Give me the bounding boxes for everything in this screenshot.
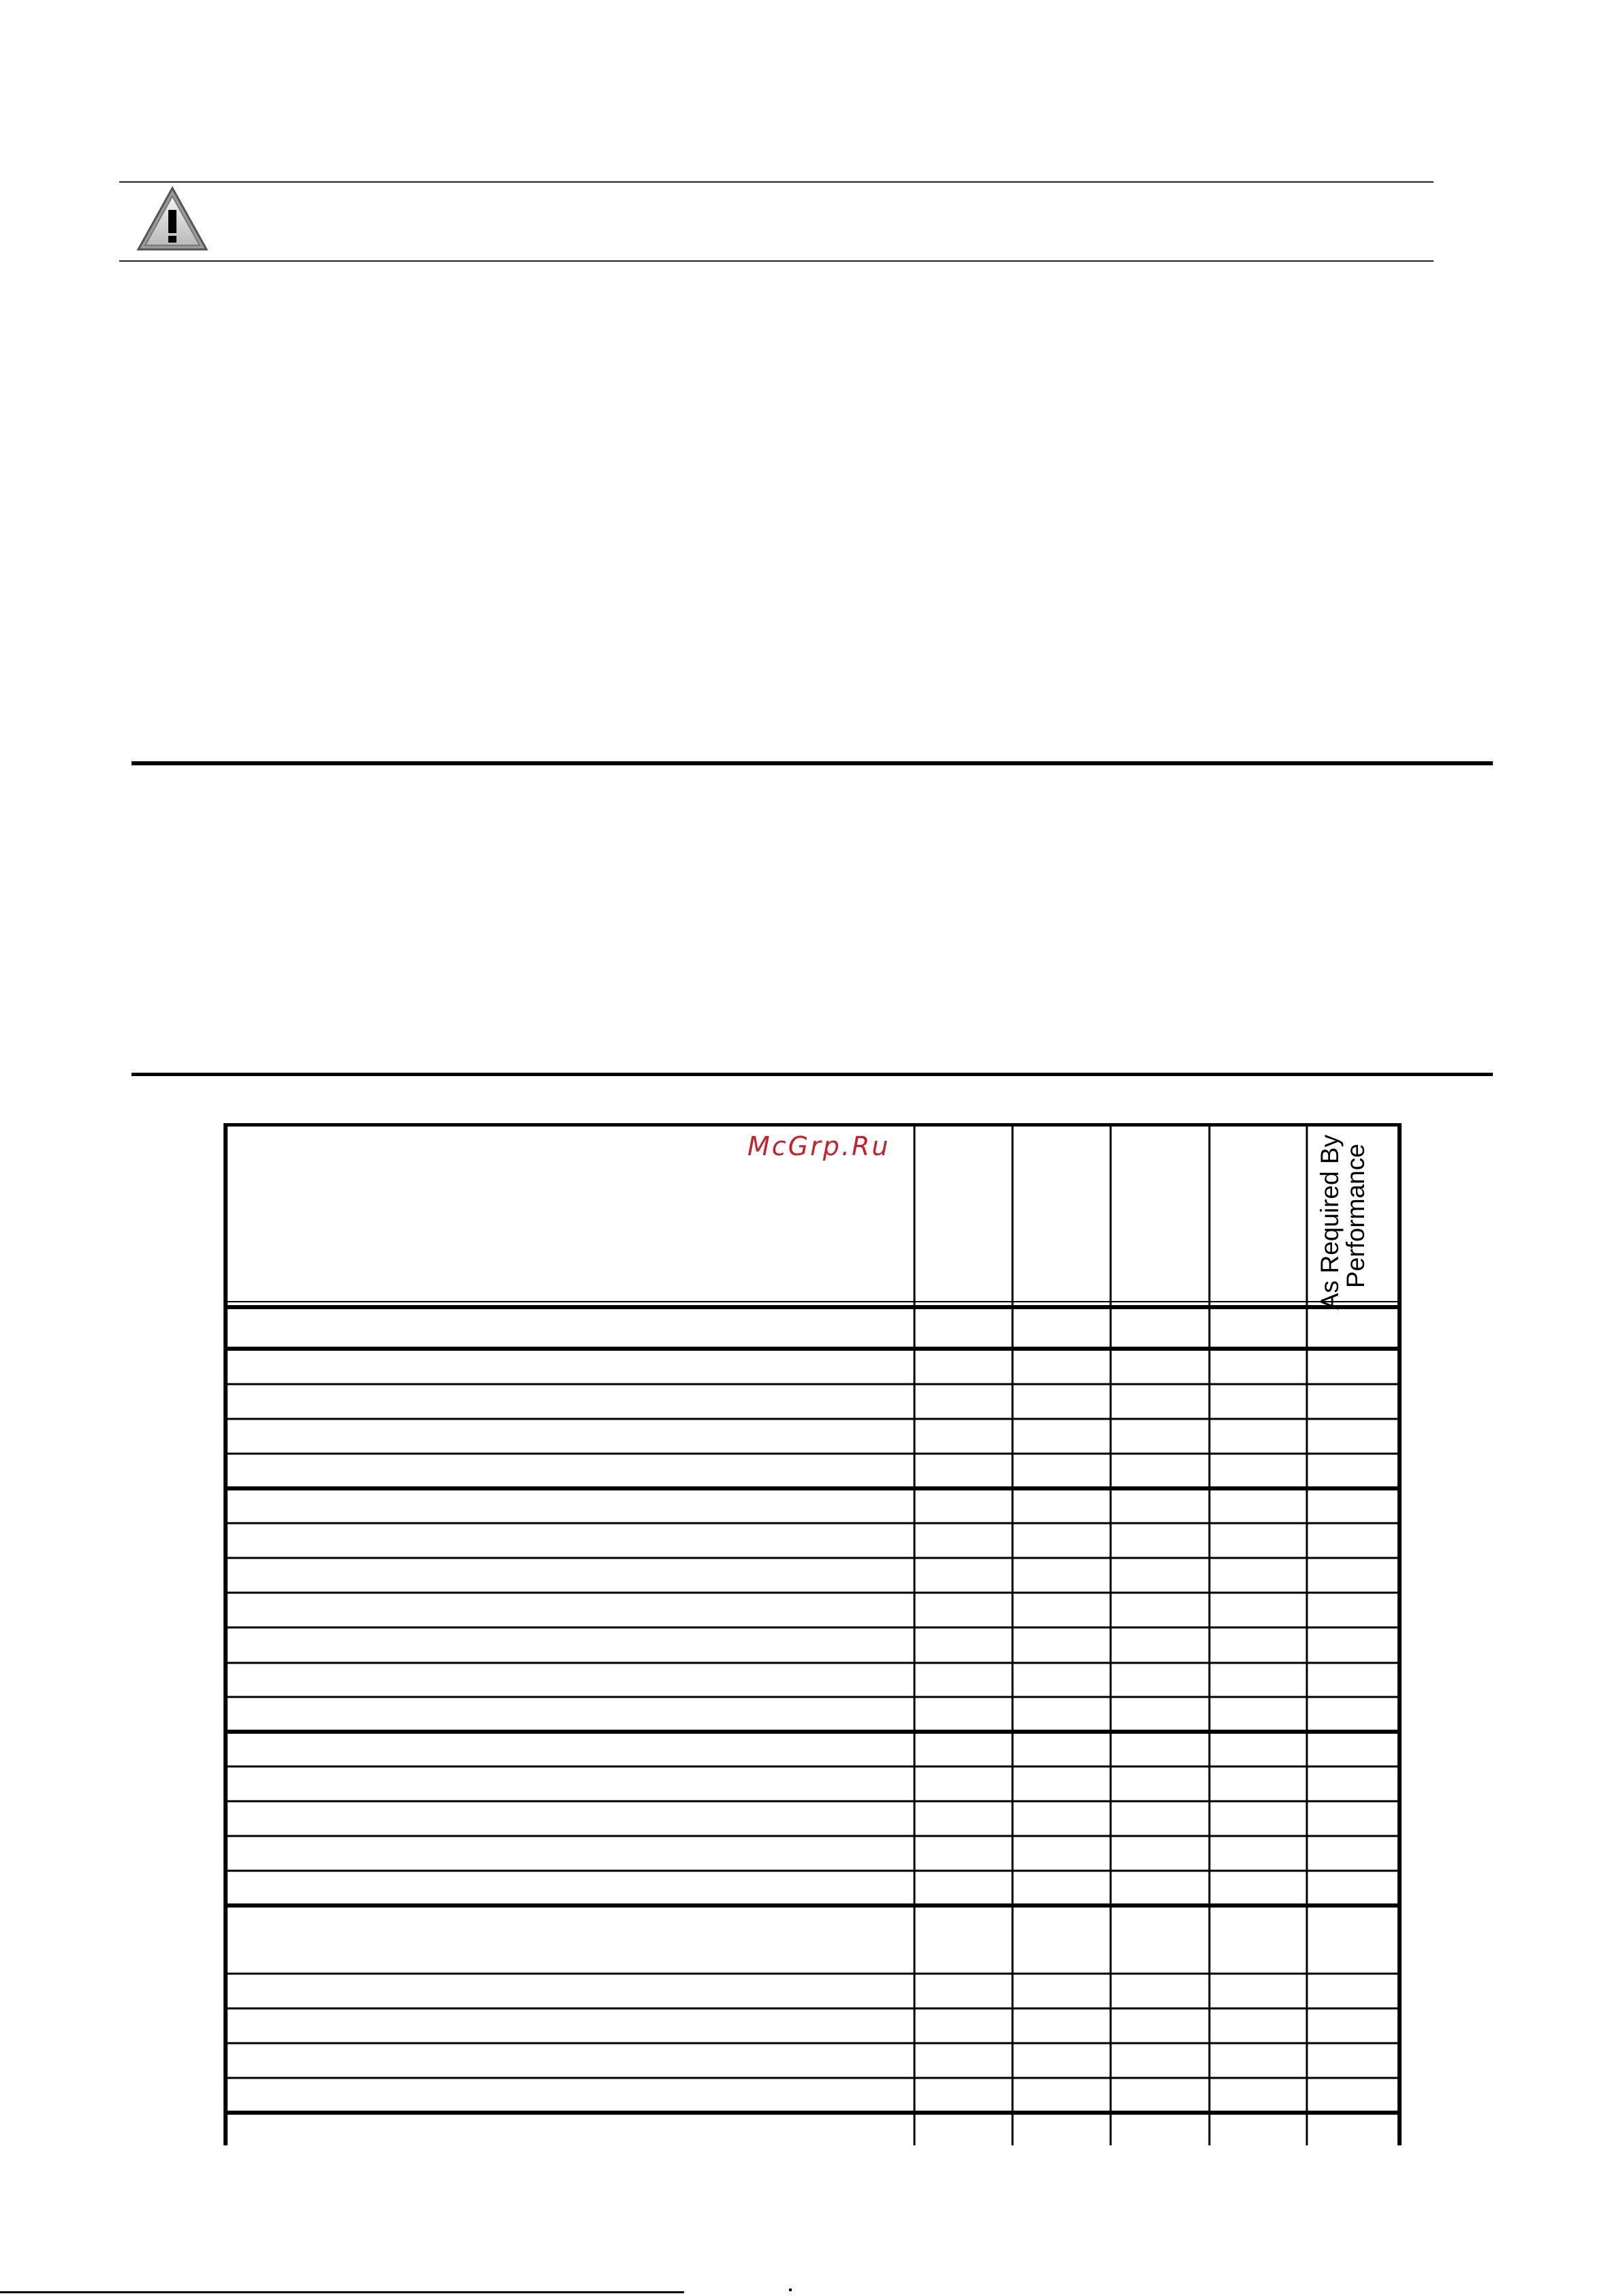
table-grid — [223, 1123, 1402, 2145]
warning-triangle-icon — [133, 183, 212, 259]
footer-mark — [789, 2289, 792, 2291]
column-header-performance: Performance — [1342, 1144, 1370, 1288]
watermark: McGrp.Ru — [747, 1131, 891, 1161]
maintenance-schedule-table — [223, 1123, 1402, 2145]
column-header-as-required: As Required By — [1316, 1134, 1344, 1310]
section-divider — [132, 1073, 1493, 1076]
section-divider — [132, 761, 1493, 765]
warning-rule-top — [119, 181, 1434, 183]
footer-rule — [0, 2291, 684, 2293]
warning-rule-bottom — [119, 260, 1434, 262]
